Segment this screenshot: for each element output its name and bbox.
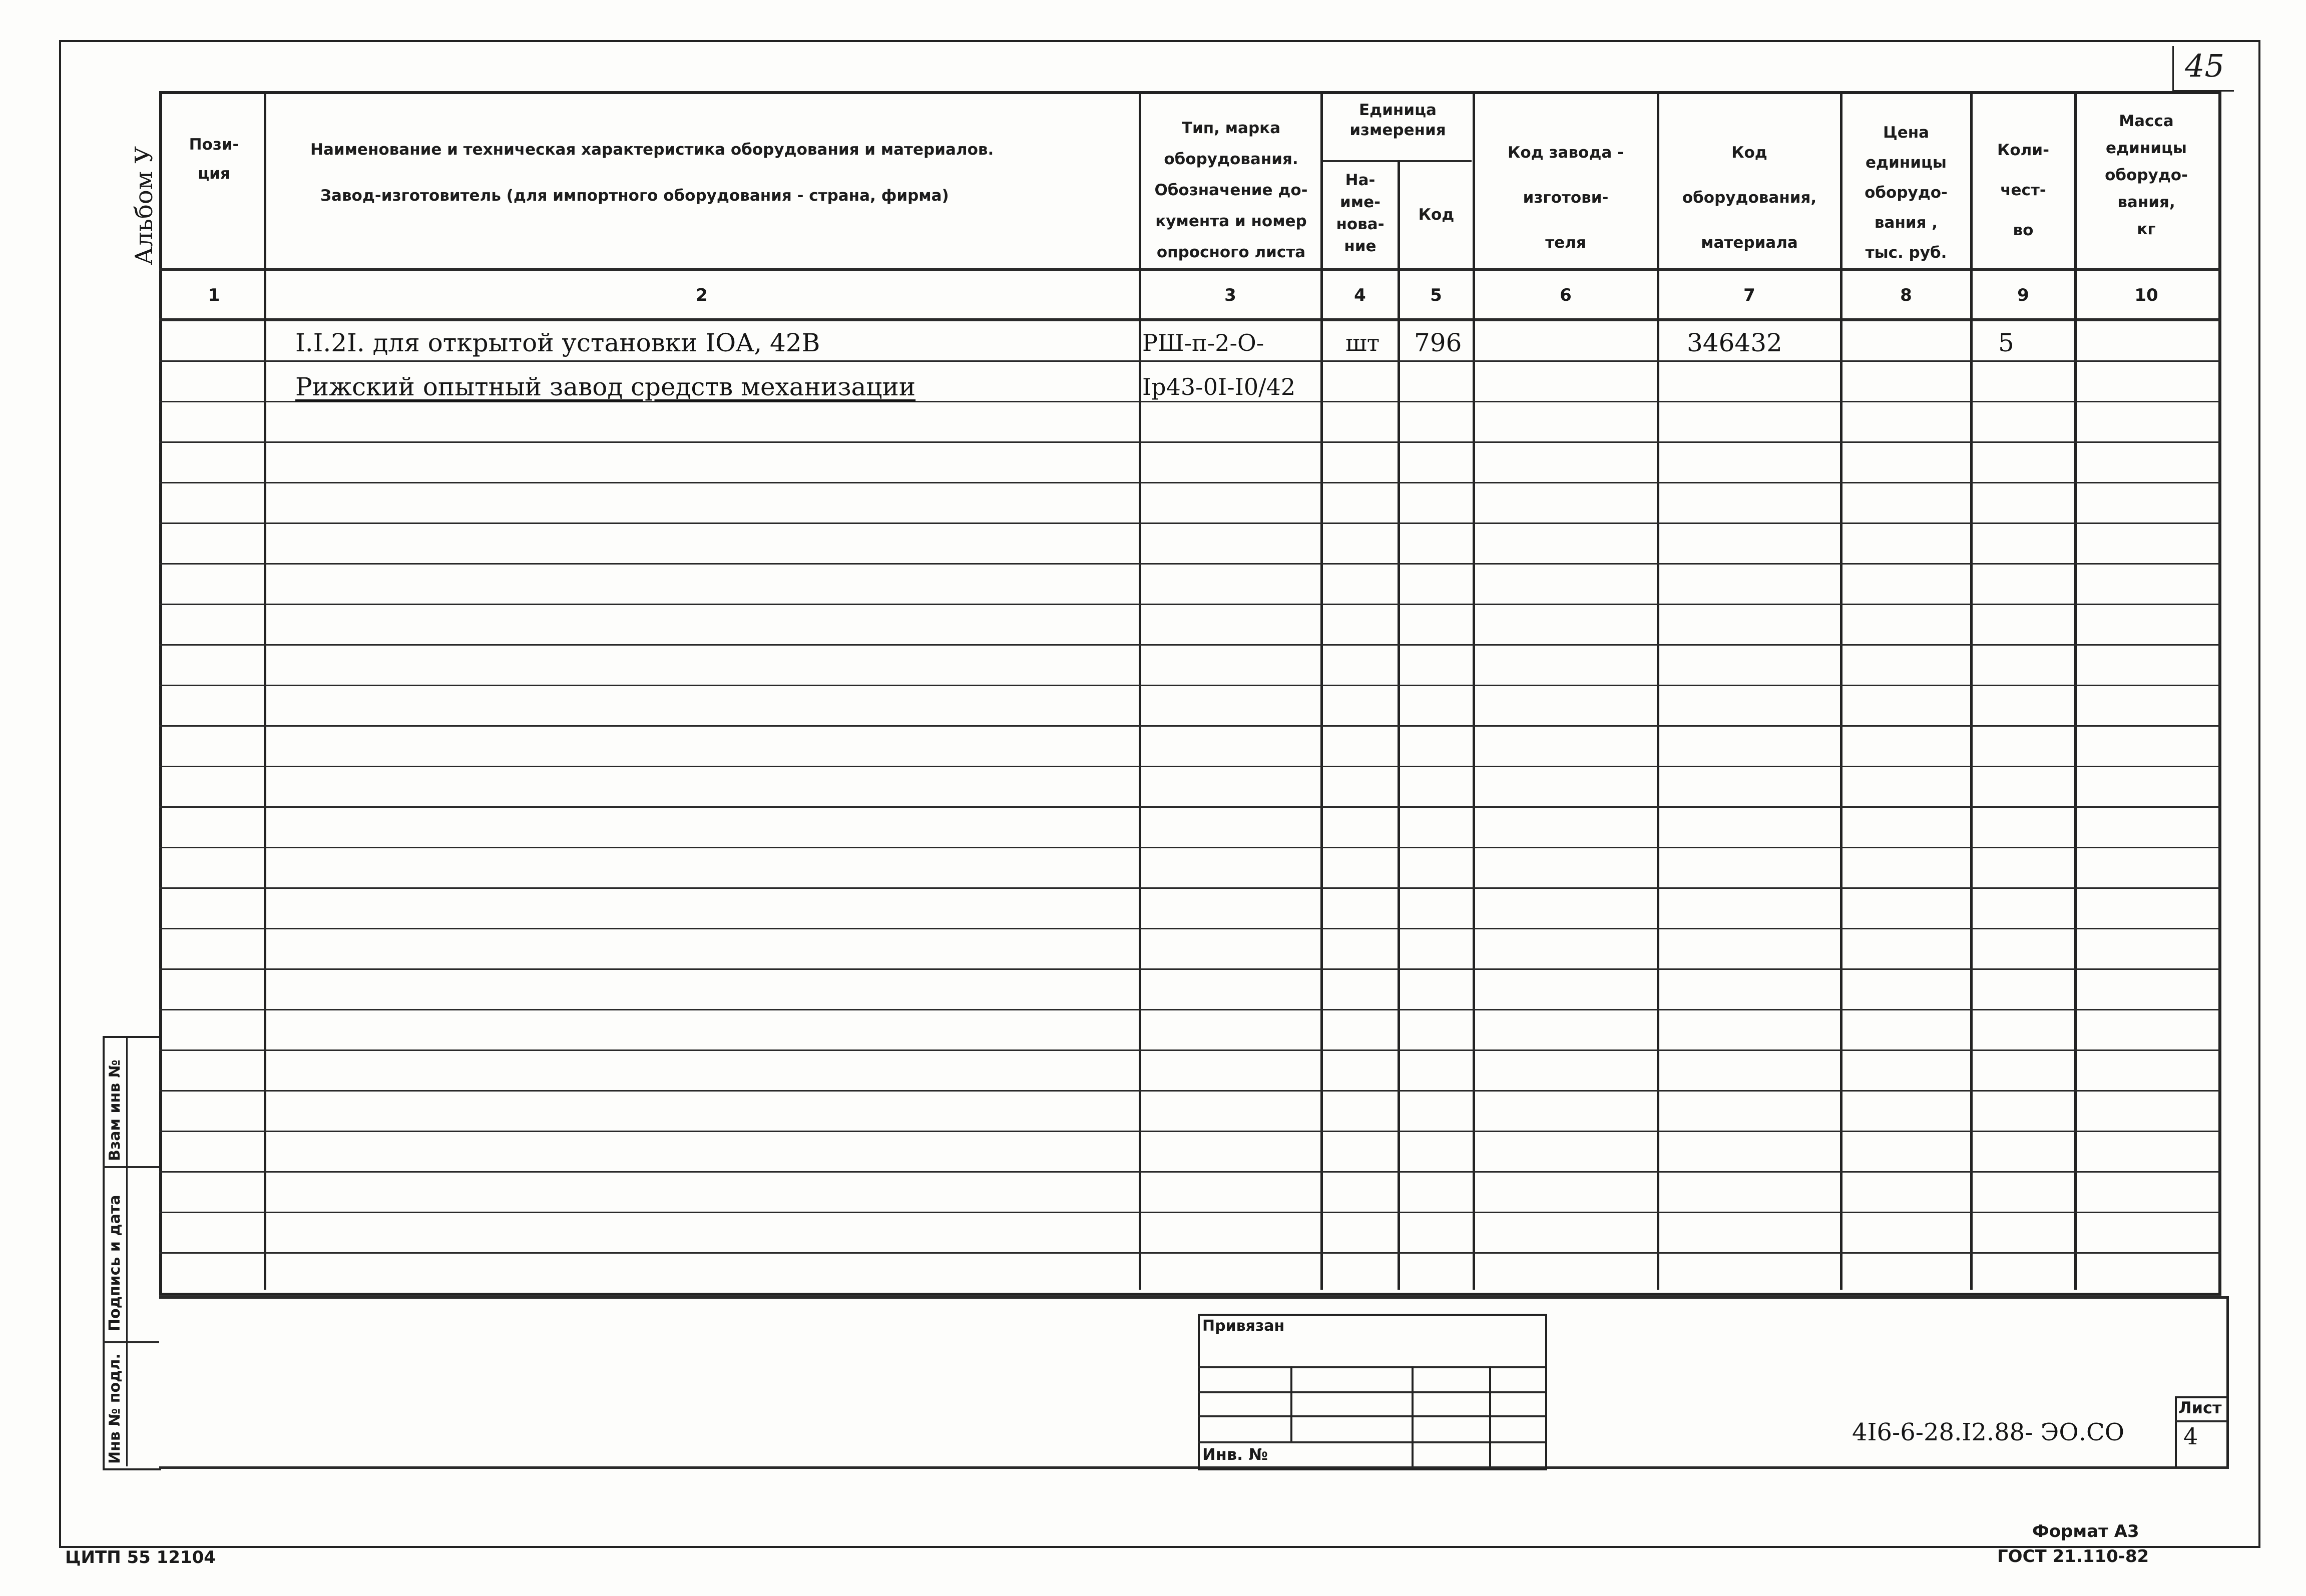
colnum-7: 7 [1743, 285, 1755, 305]
row2-name: Рижский опытный завод средств механизации [295, 372, 916, 401]
row2-type: Iр43-0I-I0/42 [1142, 373, 1296, 400]
gost-label: ГОСТ 21.110-82 [1997, 1546, 2149, 1566]
colnum-4: 4 [1354, 285, 1366, 305]
colnum-8: 8 [1900, 285, 1912, 305]
table-row-line [159, 685, 2220, 686]
table-row-line [159, 644, 2220, 646]
side-podpis: Подпись и дата [106, 1195, 124, 1331]
col-line-5 [1473, 91, 1475, 1290]
header-factory-code: Код завода - изготови- теля [1508, 144, 1624, 252]
side-vzam: Взам инв № [106, 1059, 124, 1161]
table-row-line [159, 563, 2220, 565]
header-name-line2: Завод-изготовитель (для импортного оборудования - страна, фирма) [320, 187, 949, 205]
table-row-line [159, 887, 2220, 889]
table-row-line [159, 604, 2220, 605]
list-label: Лист [2178, 1398, 2222, 1417]
header-price: Цена единицы оборудо- вания , тыс. руб. [1865, 124, 1948, 262]
header-equipment-code: Код оборудования, материала [1682, 144, 1817, 252]
publisher-label: ЦИТП 55 12104 [65, 1547, 216, 1567]
table-row-line [159, 1131, 2220, 1132]
table-row-line [159, 1009, 2220, 1010]
row1-unit: шт [1345, 329, 1380, 356]
table-row-line [159, 968, 2220, 970]
sheet-number-handwritten: 45 [2185, 48, 2224, 84]
col-line-1 [264, 91, 266, 1290]
privyazan-line3 [1198, 1415, 1545, 1417]
row1-name: I.I.2I. для открытой установки IOA, 42B [295, 328, 820, 357]
col-line-6 [1657, 91, 1659, 1290]
side-stamp-sep1 [103, 1166, 159, 1168]
table-row-line [159, 1171, 2220, 1173]
header-name-line1: Наименование и техническая характеристика оборудования и материалов. [310, 141, 994, 159]
colnum-2: 2 [696, 285, 708, 305]
privyazan-line1 [1198, 1366, 1545, 1368]
table-row-line [159, 1090, 2220, 1092]
side-stamp-sep2 [103, 1341, 159, 1343]
table-row-line [159, 441, 2220, 443]
header-quantity: Коли- чест- во [1997, 141, 2049, 239]
colnum-3: 3 [1224, 285, 1236, 305]
unit-subheader-line [1321, 160, 1472, 162]
main-table-frame [159, 91, 2221, 1296]
header-type: Тип, марка оборудования. Обозначение до- кумента и номер опросного листа [1154, 119, 1308, 261]
list-number: 4 [2183, 1423, 2198, 1450]
colnum-bottom-line [159, 318, 2220, 321]
table-row-line [159, 1252, 2220, 1254]
row1-equipment-code: 346432 [1687, 328, 1782, 357]
header-mass: Масса единицы оборудо- вания, кг [2105, 112, 2188, 238]
row1-type: РШ-п-2-О- [1142, 329, 1264, 356]
colnum-5: 5 [1430, 285, 1442, 305]
table-row-line [159, 766, 2220, 767]
table-row-line [159, 928, 2220, 929]
privyazan-v2 [1412, 1366, 1414, 1466]
table-row-line [159, 806, 2220, 808]
side-inv: Инв № подл. [106, 1353, 124, 1464]
header-unit-code: Код [1418, 206, 1455, 224]
album-label: Альбом У [130, 146, 158, 265]
col-line-2 [1139, 91, 1141, 1290]
header-unit-name: На- име- нова- ние [1336, 171, 1385, 255]
document-code: 4I6-6-28.I2.88- ЭО.СО [1852, 1418, 2125, 1446]
header-unit-group: Единица измерения [1349, 101, 1446, 139]
colnum-6: 6 [1560, 285, 1572, 305]
colnum-9: 9 [2017, 285, 2029, 305]
table-row-line [159, 360, 2220, 362]
privyazan-v3 [1489, 1366, 1491, 1466]
row1-quantity: 5 [1998, 328, 2014, 357]
table-row-line [159, 1049, 2220, 1051]
col-line-3 [1320, 91, 1323, 1290]
table-row-line [159, 1212, 2220, 1213]
title-area-top [159, 1296, 2229, 1299]
col-line-9 [2074, 91, 2077, 1290]
colnum-10: 10 [2134, 285, 2158, 305]
format-label: Формат А3 [2032, 1521, 2139, 1541]
col-line-7 [1840, 91, 1842, 1290]
table-row-line [159, 522, 2220, 524]
title-area-bottom [159, 1466, 2229, 1469]
header-position: Пози- ция [189, 136, 239, 183]
privyazan-v1 [1290, 1366, 1292, 1441]
colnum-1: 1 [208, 285, 220, 305]
privyazan-line2 [1198, 1391, 1545, 1393]
table-row-line [159, 725, 2220, 727]
header-bottom-line [159, 268, 2220, 271]
list-box-sep [2175, 1420, 2227, 1422]
privyazan-line4 [1198, 1441, 1545, 1443]
side-stamp-inner [126, 1036, 128, 1466]
privyazan-title: Привязан [1202, 1317, 1285, 1335]
table-row-line [159, 482, 2220, 483]
col-line-8 [1970, 91, 1973, 1290]
privyazan-inv: Инв. № [1202, 1445, 1268, 1464]
row1-unit-code: 796 [1414, 328, 1462, 357]
table-row-line [159, 847, 2220, 848]
